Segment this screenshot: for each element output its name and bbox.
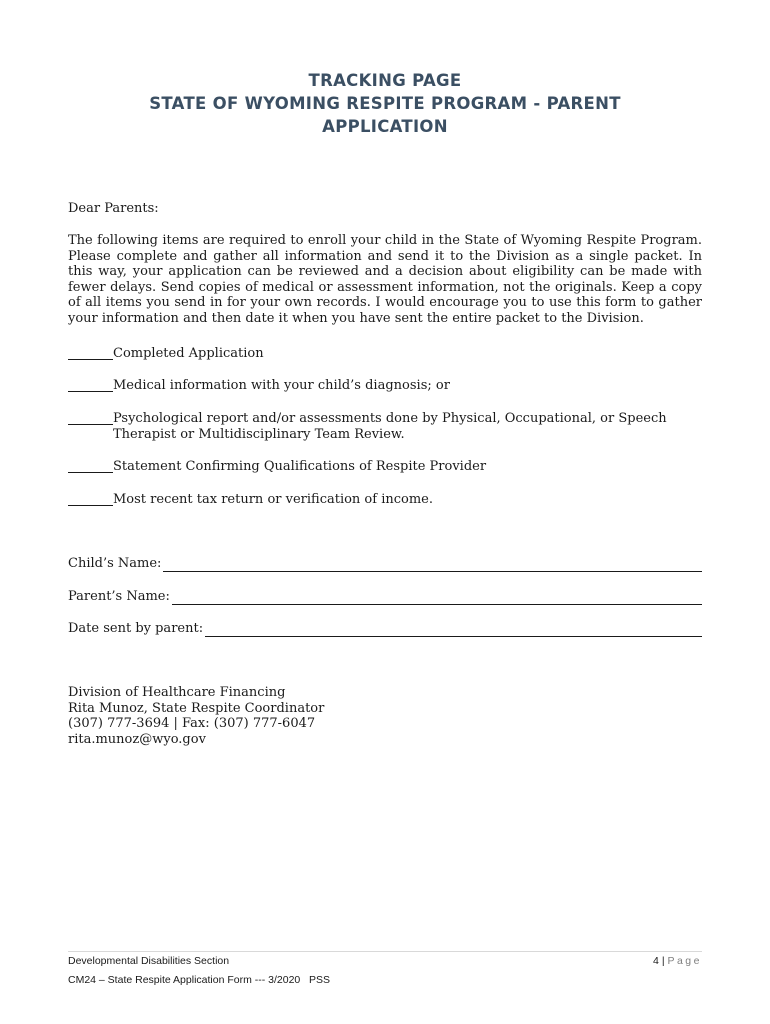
page-label: Page [667,955,702,967]
check-blank[interactable] [68,459,113,473]
title-line-1: TRACKING PAGE [308,71,462,90]
child-name-label: Child’s Name: [68,556,162,571]
salutation: Dear Parents: [68,201,159,216]
parent-name-input-line[interactable] [172,592,702,605]
checklist-item [68,411,708,442]
child-name-input-line[interactable] [163,559,702,572]
checklist-item [68,492,708,508]
parent-name-field [68,589,702,605]
title-line-3: APPLICATION [322,117,448,136]
checklist-item-label: Psychological report and/or assessments done by Physical, Occupational, or Speech Therapist or Multidisciplinary Team Review. [113,411,667,442]
checklist-item-label: Medical information with your child’s diagnosis; or [113,378,450,393]
contact-coordinator: Rita Munoz, State Respite Coordinator [68,700,325,716]
checklist-item [68,346,708,362]
contact-email[interactable]: rita.munoz@wyo.gov [68,731,206,747]
footer-section: Developmental Disabilities Section [68,955,230,967]
parent-name-label: Parent’s Name: [68,589,170,604]
page-separator: | [661,955,665,967]
footer-form-id: CM24 – State Respite Application Form --- 3/2020 PSS [68,974,331,986]
checklist-item [68,378,708,394]
date-sent-field [68,621,702,637]
checklist-item-label: Most recent tax return or verification of income. [113,492,433,507]
check-blank[interactable] [68,492,113,506]
date-sent-label: Date sent by parent: [68,621,204,636]
page-title [0,69,770,138]
check-blank[interactable] [68,411,113,425]
contact-division: Division of Healthcare Financing [68,685,286,700]
checklist-item [68,459,708,475]
footer-divider [68,951,702,952]
child-name-field [68,556,702,572]
contact-phone-fax: (307) 777-3694 | Fax: (307) 777-6047 [68,716,316,732]
check-blank[interactable] [68,346,113,360]
check-blank[interactable] [68,378,113,392]
contact-block [68,685,324,747]
intro-paragraph: The following items are required to enroll your child in the State of Wyoming Respite Program. Please complete and gather all information and send it to the Division as a single packet. In this way, your application can be reviewed and a decision about eligibility can be made with fewer delays. Send copies of medical or assessment information, not the originals. Keep a copy of all items you send in for your own records. I would encourage you to use this form to gather your information and then date it when you have sent the entire packet to the Division. [68,233,702,326]
date-sent-input-line[interactable] [205,624,702,637]
page-number [653,955,702,967]
checklist-item-label: Statement Confirming Qualifications of Respite Provider [113,459,487,474]
page-number-value: 4 [653,955,659,967]
title-line-2: STATE OF WYOMING RESPITE PROGRAM - PARENT [149,94,621,113]
checklist-item-label: Completed Application [113,346,264,361]
